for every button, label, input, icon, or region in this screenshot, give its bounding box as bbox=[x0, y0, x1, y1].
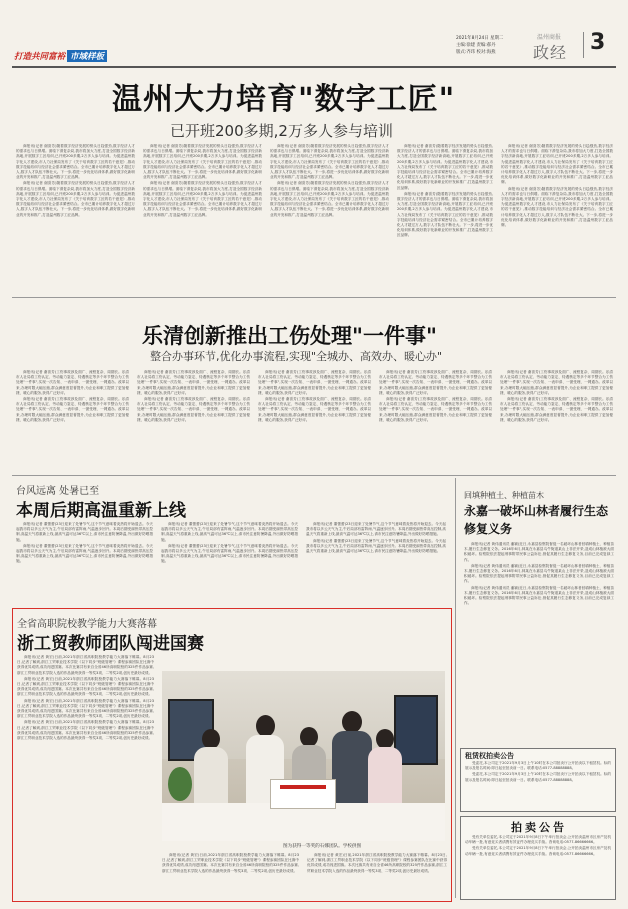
article3-col-3: 商报讯(记者 董蕾蕾)23日迎来了处暑节气,这个节气意味着炎热将开始退去。今天起我市将以多云天气为主,午后局部有雷阵雨,气温逐步回升。本周后期受副热带高压控制,高温天气将重新上线,最高气温可达36℃以上,请市民注意防暑降温,外出做好防晒措施。 商报讯(记者 董蕾蕾)23日迎来了处暑节气,这个节气意味着炎热将开始退去。今天起我市将以多云天气为主,午后局部有雷阵雨,气温逐步回升。本周后期受副热带高压控制,高温天气将重新上线,最高气温可达36℃以上,请市民注意防暑降温,外出做好防晒措施。 bbox=[306, 522, 446, 554]
article1-headline: 温州大力培育"数字工匠" bbox=[112, 82, 456, 117]
article5-col-1: 商报讯(记者 黄宏)日前,2021年浙江省高职院校教学能力大赛落下帷幕。8月23日,记者了解到,浙江工贸职业技术学院《以下同步"班级管理"》课程参赛团队在比赛中获得优异成绩,成功闯进国赛。本次比赛共有来自全省46所高职院校的325件作品参赛,浙江工贸职业技术学院入选的作品最终获得一等奖3项、二等奖2项,创历史最好成绩。 商报讯(记者 黄宏)日前,2021年浙江省高职院校教学能力大赛落下帷幕。8月23日,记者了解到,浙江工贸职业技术学院《以下同步"班级管理"》课程参赛团队在比赛中获得优异成绩,成功闯进国赛。本次比赛共有来自全省46所高职院校的325件作品参赛,浙江工贸职业技术学院入选的作品最终获得一等奖3项、二等奖2项,创历史最好成绩。 商报讯(记者 黄宏)日前,2021年浙江省高职院校教学能力大赛落下帷幕。8月23日,记者了解到,浙江工贸职业技术学院《以下同步"班级管理"》课程参赛团队在比赛中获得优异成绩,成功闯进国赛。本次比赛共有来自全省46所高职院校的325件作品参赛,浙江工贸职业技术学院入选的作品最终获得一等奖3项、二等奖2项,创历史最好成绩。 商报讯(记者 黄宏)日前,2021年浙江省高职院校教学能力大赛落下帷幕。8月23日,记者了解到,浙江工贸职业技术学院《以下同步"班级管理"》课程参赛团队在比赛中获得优异成绩,成功闯进国赛。本次比赛共有来自全省46所高职院校的325件作品参赛,浙江工贸职业技术学院入选的作品最终获得一等奖3项、二等奖2项,创历史最好成绩。 bbox=[17, 655, 154, 741]
article2-headline: 乐清创新推出工伤处理"一件事" bbox=[142, 324, 437, 348]
article5-headline: 浙工贸教师团队闯进国赛 bbox=[17, 634, 204, 654]
article4-headline: 永嘉一破坏山林者履行生态修复义务 bbox=[464, 504, 609, 536]
article1-subhead: 已开班200多期,2万多人参与培训 bbox=[170, 122, 393, 140]
auction-body: 受有关单位委托,本公司定于2021年9月8日下午举行拍卖会,公开拍卖温州市区房产及机动车辆一批,有意竞买者请携有效证件办理竞买手续。咨询电话:0577-86666666。 受有关单位委托,本公司定于2021年9月8日下午举行拍卖会,公开拍卖温州市区房产及机动车辆一批,有意竞买者请携有效证件办理竞买手续。咨询电话:0577-86666666。 bbox=[465, 835, 611, 856]
article5-col-3: 商报讯(记者 黄宏)日前,2021年浙江省高职院校教学能力大赛落下帷幕。8月23日,记者了解到,浙江工贸职业技术学院《以下同步"班级管理"》课程参赛团队在比赛中获得优异成绩,成功闯进国赛。本次比赛共有来自全省46所高职院校的325件作品参赛,浙江工贸职业技术学院入选的作品最终获得一等奖3项、二等奖2项,创历史最好成绩。 bbox=[307, 853, 447, 873]
article2-col-1: 商报讯(记者 谢喜芳)工伤事故涉及面广、流程复杂、周期长。乐清市人社局将工伤认定、劳动能力鉴定、待遇核定等多个环节整合为工伤处理"一件事",实现一次告知、一表申请、一窗受理、一网通办。改革以来,办理时限大幅压缩,群众满意度显著提升,为企业和职工提供了更加便捷、暖心的服务,获得广泛好评。 商报讯(记者 谢喜芳)工伤事故涉及面广、流程复杂、周期长。乐清市人社局将工伤认定、劳动能力鉴定、待遇核定等多个环节整合为工伤处理"一件事",实现一次告知、一表申请、一窗受理、一网通办。改革以来,办理时限大幅压缩,群众满意度显著提升,为企业和职工提供了更加便捷、暖心的服务,获得广泛好评。 bbox=[16, 370, 129, 422]
page-number: 3 bbox=[590, 30, 606, 55]
article5-kicker: 全省高职院校教学能力大赛落幕 bbox=[17, 619, 157, 630]
slogan-banner bbox=[14, 50, 107, 62]
article1-col-1: 商报讯(记者 谢喜芳)随着数字经济发展的势头日趋强劲,数字经济人才的需求也与日俱增。面临下滑复杂局,我市将加大力度,打造全国数字经济新高地,开展数字工匠培训,已开班200多期,2万多人参与培训。为促进温州数字化人才建设,市人力社保局发布了《关于培育数字工匠的若干意见》,推动数字技能培训与经济社会需求紧密结合。全市已累计培养数字化人才超过万人,数字人才队伍不断壮大。下一步,将进一步优化培训体系,做好数字化新职业的开发和推广,打造温州数字工匠品牌。 商报讯(记者 谢喜芳)随着数字经济发展的势头日趋强劲,数字经济人才的需求也与日俱增。面临下滑复杂局,我市将加大力度,打造全国数字经济新高地,开展数字工匠培训,已开班200多期,2万多人参与培训。为促进温州数字化人才建设,市人力社保局发布了《关于培育数字工匠的若干意见》,推动数字技能培训与经济社会需求紧密结合。全市已累计培养数字化人才超过万人,数字人才队伍不断壮大。下一步,将进一步优化培训体系,做好数字化新职业的开发和推广,打造温州数字工匠品牌。 bbox=[16, 144, 135, 217]
award-ribbon bbox=[280, 785, 326, 789]
article4-body: 商报讯(记者 黄伟通讯员 潘颖)近日,永嘉县检察院督促一名破坏山林者回填种植土、种植苗木,履行生态修复义务。2016年6月,林某在永嘉县乌牛街道某山上非法开采,造成山林植被大面积破坏。检察院依法提起刑事附带民事公益诉讼,督促其履行生态修复义务,目前已完成复绿工作。 商报讯(记者 黄伟通讯员 潘颖)近日,永嘉县检察院督促一名破坏山林者回填种植土、种植苗木,履行生态修复义务。2016年6月,林某在永嘉县乌牛街道某山上非法开采,造成山林植被大面积破坏。检察院依法提起刑事附带民事公益诉讼,督促其履行生态修复义务,目前已完成复绿工作。 商报讯(记者 黄伟通讯员 潘颖)近日,永嘉县检察院督促一名破坏山林者回填种植土、种植苗木,履行生态修复义务。2016年6月,林某在永嘉县乌牛街道某山上非法开采,造成山林植被大面积破坏。检察院依法提起刑事附带民事公益诉讼,督促其履行生态修复义务,目前已完成复绿工作。 bbox=[464, 542, 614, 606]
article5-col-2: 商报讯(记者 黄宏)日前,2021年浙江省高职院校教学能力大赛落下帷幕。8月23日,记者了解到,浙江工贸职业技术学院《以下同步"班级管理"》课程参赛团队在比赛中获得优异成绩,成功闯进国赛。本次比赛共有来自全省46所高职院校的325件作品参赛,浙江工贸职业技术学院入选的作品最终获得一等奖3项、二等奖2项,创历史最好成绩。 bbox=[162, 853, 299, 873]
article-heat-return bbox=[12, 478, 452, 608]
team-photo bbox=[162, 671, 445, 841]
article2-col-5: 商报讯(记者 谢喜芳)工伤事故涉及面广、流程复杂、周期长。乐清市人社局将工伤认定、劳动能力鉴定、待遇核定等多个环节整合为工伤处理"一件事",实现一次告知、一表申请、一窗受理、一网通办。改革以来,办理时限大幅压缩,群众满意度显著提升,为企业和职工提供了更加便捷、暖心的服务,获得广泛好评。 商报讯(记者 谢喜芳)工伤事故涉及面广、流程复杂、周期长。乐清市人社局将工伤认定、劳动能力鉴定、待遇核定等多个环节整合为工伤处理"一件事",实现一次告知、一表申请、一窗受理、一网通办。改革以来,办理时限大幅压缩,群众满意度显著提升,为企业和职工提供了更加便捷、暖心的服务,获得广泛好评。 bbox=[500, 370, 613, 422]
article2-subhead: 整合办事环节,优化办事流程,实现"全城办、高效办、暖心办" bbox=[150, 350, 443, 363]
person-5-body bbox=[368, 747, 402, 811]
article3-col-2: 商报讯(记者 董蕾蕾)23日迎来了处暑节气,这个节气意味着炎热将开始退去。今天起我市将以多云天气为主,午后局部有雷阵雨,气温逐步回升。本周后期受副热带高压控制,高温天气将重新上线,最高气温可达36℃以上,请市民注意防暑降温,外出做好防晒措施。 商报讯(记者 董蕾蕾)23日迎来了处暑节气,这个节气意味着炎热将开始退去。今天起我市将以多云天气为主,午后局部有雷阵雨,气温逐步回升。本周后期受副热带高压控制,高温天气将重新上线,最高气温可达36℃以上,请市民注意防暑降温,外出做好防晒措施。 bbox=[161, 522, 298, 564]
article1-col-4: 商报讯(记者 谢喜芳)随着数字经济发展的势头日趋强劲,数字经济人才的需求也与日俱增。面临下滑复杂局,我市将加大力度,打造全国数字经济新高地,开展数字工匠培训,已开班200多期,2万多人参与培训。为促进温州数字化人才建设,市人力社保局发布了《关于培育数字工匠的若干意见》,推动数字技能培训与经济社会需求紧密结合。全市已累计培养数字化人才超过万人,数字人才队伍不断壮大。下一步,将进一步优化培训体系,做好数字化新职业的开发和推广,打造温州数字工匠品牌。 商报讯(记者 谢喜芳)随着数字经济发展的势头日趋强劲,数字经济人才的需求也与日俱增。面临下滑复杂局,我市将加大力度,打造全国数字经济新高地,开展数字工匠培训,已开班200多期,2万多人参与培训。为促进温州数字化人才建设,市人力社保局发布了《关于培育数字工匠的若干意见》,推动数字技能培训与经济社会需求紧密结合。全市已累计培养数字化人才超过万人,数字人才队伍不断壮大。下一步,将进一步优化培训体系,做好数字化新职业的开发和推广,打造温州数字工匠品牌。 bbox=[397, 144, 493, 238]
person-4-head bbox=[342, 711, 362, 733]
person-2-head bbox=[256, 715, 275, 737]
article-forest-restoration bbox=[460, 490, 616, 690]
slogan-blue: 市域样板 bbox=[67, 50, 107, 62]
rental-notice-ad bbox=[460, 748, 616, 812]
person-1-head bbox=[202, 729, 220, 749]
article1-col-5: 商报讯(记者 谢喜芳)随着数字经济发展的势头日趋强劲,数字经济人才的需求也与日俱增。面临下滑复杂局,我市将加大力度,打造全国数字经济新高地,开展数字工匠培训,已开班200多期,2万多人参与培训。为促进温州数字化人才建设,市人力社保局发布了《关于培育数字工匠的若干意见》,推动数字技能培训与经济社会需求紧密结合。全市已累计培养数字化人才超过万人,数字人才队伍不断壮大。下一步,将进一步优化培训体系,做好数字化新职业的开发和推广,打造温州数字工匠品牌。 商报讯(记者 谢喜芳)随着数字经济发展的势头日趋强劲,数字经济人才的需求也与日俱增。面临下滑复杂局,我市将加大力度,打造全国数字经济新高地,开展数字工匠培训,已开班200多期,2万多人参与培训。为促进温州数字化人才建设,市人力社保局发布了《关于培育数字工匠的若干意见》,推动数字技能培训与经济社会需求紧密结合。全市已累计培养数字化人才超过万人,数字人才队伍不断壮大。下一步,将进一步优化培训体系,做好数字化新职业的开发和推广,打造温州数字工匠品牌。 bbox=[501, 144, 613, 228]
photo-caption: 图为获得一等奖的石娜团队。学校供图 bbox=[283, 844, 362, 849]
article4-kicker: 回填种植土、种植苗木 bbox=[464, 491, 544, 500]
person-3-head bbox=[300, 727, 318, 747]
article3-headline: 本周后期高温重新上线 bbox=[16, 501, 186, 521]
article2-col-2: 商报讯(记者 谢喜芳)工伤事故涉及面广、流程复杂、周期长。乐清市人社局将工伤认定、劳动能力鉴定、待遇核定等多个环节整合为工伤处理"一件事",实现一次告知、一表申请、一窗受理、一网通办。改革以来,办理时限大幅压缩,群众满意度显著提升,为企业和职工提供了更加便捷、暖心的服务,获得广泛好评。 商报讯(记者 谢喜芳)工伤事故涉及面广、流程复杂、周期长。乐清市人社局将工伤认定、劳动能力鉴定、待遇核定等多个环节整合为工伤处理"一件事",实现一次告知、一表申请、一窗受理、一网通办。改革以来,办理时限大幅压缩,群众满意度显著提升,为企业和职工提供了更加便捷、暖心的服务,获得广泛好评。 bbox=[137, 370, 250, 422]
design-line: 版式:齐玮 校对:海燕 bbox=[456, 50, 496, 55]
auction-title: 拍卖公告 bbox=[511, 821, 567, 834]
masthead-rule bbox=[12, 66, 616, 68]
article-work-injury bbox=[12, 300, 616, 472]
vertical-divider bbox=[455, 478, 456, 898]
article3-col-1: 商报讯(记者 董蕾蕾)23日迎来了处暑节气,这个节气意味着炎热将开始退去。今天起我市将以多云天气为主,午后局部有雷阵雨,气温逐步回升。本周后期受副热带高压控制,高温天气将重新上线,最高气温可达36℃以上,请市民注意防暑降温,外出做好防晒措施。 商报讯(记者 董蕾蕾)23日迎来了处暑节气,这个节气意味着炎热将开始退去。今天起我市将以多云天气为主,午后局部有雷阵雨,气温逐步回升。本周后期受副热带高压控制,高温天气将重新上线,最高气温可达36℃以上,请市民注意防暑降温,外出做好防晒措施。 bbox=[16, 522, 153, 564]
rental-notice-body: 受委托,本公司定于2021年9月3日上午10时在本公司拍卖厅公开拍卖以下租赁权。标的展示及报名时间:即日起至拍卖前一日。联系电话:0577-88888888。 受委托,本公司定于2021年9月3日上午10时在本公司拍卖厅公开拍卖以下租赁权。标的展示及报名时间:即日起至拍卖前一日。联系电话:0577-88888888。 bbox=[465, 761, 611, 782]
section-name: 政经 bbox=[533, 43, 568, 62]
masthead bbox=[0, 0, 628, 70]
paper-name: 温州商报 bbox=[537, 34, 562, 41]
article2-col-4: 商报讯(记者 谢喜芳)工伤事故涉及面广、流程复杂、周期长。乐清市人社局将工伤认定、劳动能力鉴定、待遇核定等多个环节整合为工伤处理"一件事",实现一次告知、一表申请、一窗受理、一网通办。改革以来,办理时限大幅压缩,群众满意度显著提升,为企业和职工提供了更加便捷、暖心的服务,获得广泛好评。 商报讯(记者 谢喜芳)工伤事故涉及面广、流程复杂、周期长。乐清市人社局将工伤认定、劳动能力鉴定、待遇核定等多个环节整合为工伤处理"一件事",实现一次告知、一表申请、一窗受理、一网通办。改革以来,办理时限大幅压缩,群众满意度显著提升,为企业和职工提供了更加便捷、暖心的服务,获得广泛好评。 bbox=[379, 370, 492, 422]
masthead-divider bbox=[583, 32, 584, 58]
photo-plant bbox=[168, 767, 192, 801]
editor-line: 主编:徐建 责编:郝丹 bbox=[456, 43, 496, 48]
person-1-body bbox=[194, 747, 228, 807]
rental-notice-title: 租赁权拍卖公告 bbox=[465, 752, 514, 760]
date-line: 2021年8月24日 星期二 bbox=[456, 36, 504, 41]
divider-2 bbox=[12, 475, 616, 476]
article-teacher-team bbox=[12, 608, 452, 902]
divider-1 bbox=[12, 297, 616, 298]
article3-kicker: 台风远离 处暑已至 bbox=[16, 486, 100, 497]
article1-col-2: 商报讯(记者 谢喜芳)随着数字经济发展的势头日趋强劲,数字经济人才的需求也与日俱增。面临下滑复杂局,我市将加大力度,打造全国数字经济新高地,开展数字工匠培训,已开班200多期,2万多人参与培训。为促进温州数字化人才建设,市人力社保局发布了《关于培育数字工匠的若干意见》,推动数字技能培训与经济社会需求紧密结合。全市已累计培养数字化人才超过万人,数字人才队伍不断壮大。下一步,将进一步优化培训体系,做好数字化新职业的开发和推广,打造温州数字工匠品牌。 商报讯(记者 谢喜芳)随着数字经济发展的势头日趋强劲,数字经济人才的需求也与日俱增。面临下滑复杂局,我市将加大力度,打造全国数字经济新高地,开展数字工匠培训,已开班200多期,2万多人参与培训。为促进温州数字化人才建设,市人力社保局发布了《关于培育数字工匠的若干意见》,推动数字技能培训与经济社会需求紧密结合。全市已累计培养数字化人才超过万人,数字人才队伍不断壮大。下一步,将进一步优化培训体系,做好数字化新职业的开发和推广,打造温州数字工匠品牌。 bbox=[143, 144, 262, 217]
article2-col-3: 商报讯(记者 谢喜芳)工伤事故涉及面广、流程复杂、周期长。乐清市人社局将工伤认定、劳动能力鉴定、待遇核定等多个环节整合为工伤处理"一件事",实现一次告知、一表申请、一窗受理、一网通办。改革以来,办理时限大幅压缩,群众满意度显著提升,为企业和职工提供了更加便捷、暖心的服务,获得广泛好评。 商报讯(记者 谢喜芳)工伤事故涉及面广、流程复杂、周期长。乐清市人社局将工伤认定、劳动能力鉴定、待遇核定等多个环节整合为工伤处理"一件事",实现一次告知、一表申请、一窗受理、一网通办。改革以来,办理时限大幅压缩,群众满意度显著提升,为企业和职工提供了更加便捷、暖心的服务,获得广泛好评。 bbox=[258, 370, 371, 422]
award-plaque bbox=[270, 779, 336, 809]
article-digital-craftsmen bbox=[12, 72, 616, 294]
article1-col-3: 商报讯(记者 谢喜芳)随着数字经济发展的势头日趋强劲,数字经济人才的需求也与日俱增。面临下滑复杂局,我市将加大力度,打造全国数字经济新高地,开展数字工匠培训,已开班200多期,2万多人参与培训。为促进温州数字化人才建设,市人力社保局发布了《关于培育数字工匠的若干意见》,推动数字技能培训与经济社会需求紧密结合。全市已累计培养数字化人才超过万人,数字人才队伍不断壮大。下一步,将进一步优化培训体系,做好数字化新职业的开发和推广,打造温州数字工匠品牌。 商报讯(记者 谢喜芳)随着数字经济发展的势头日趋强劲,数字经济人才的需求也与日俱增。面临下滑复杂局,我市将加大力度,打造全国数字经济新高地,开展数字工匠培训,已开班200多期,2万多人参与培训。为促进温州数字化人才建设,市人力社保局发布了《关于培育数字工匠的若干意见》,推动数字技能培训与经济社会需求紧密结合。全市已累计培养数字化人才超过万人,数字人才队伍不断壮大。下一步,将进一步优化培训体系,做好数字化新职业的开发和推广,打造温州数字工匠品牌。 bbox=[270, 144, 389, 217]
person-5-head bbox=[376, 729, 394, 749]
auction-ad bbox=[460, 816, 616, 900]
slogan-red: 打造共同富裕 bbox=[14, 52, 66, 62]
